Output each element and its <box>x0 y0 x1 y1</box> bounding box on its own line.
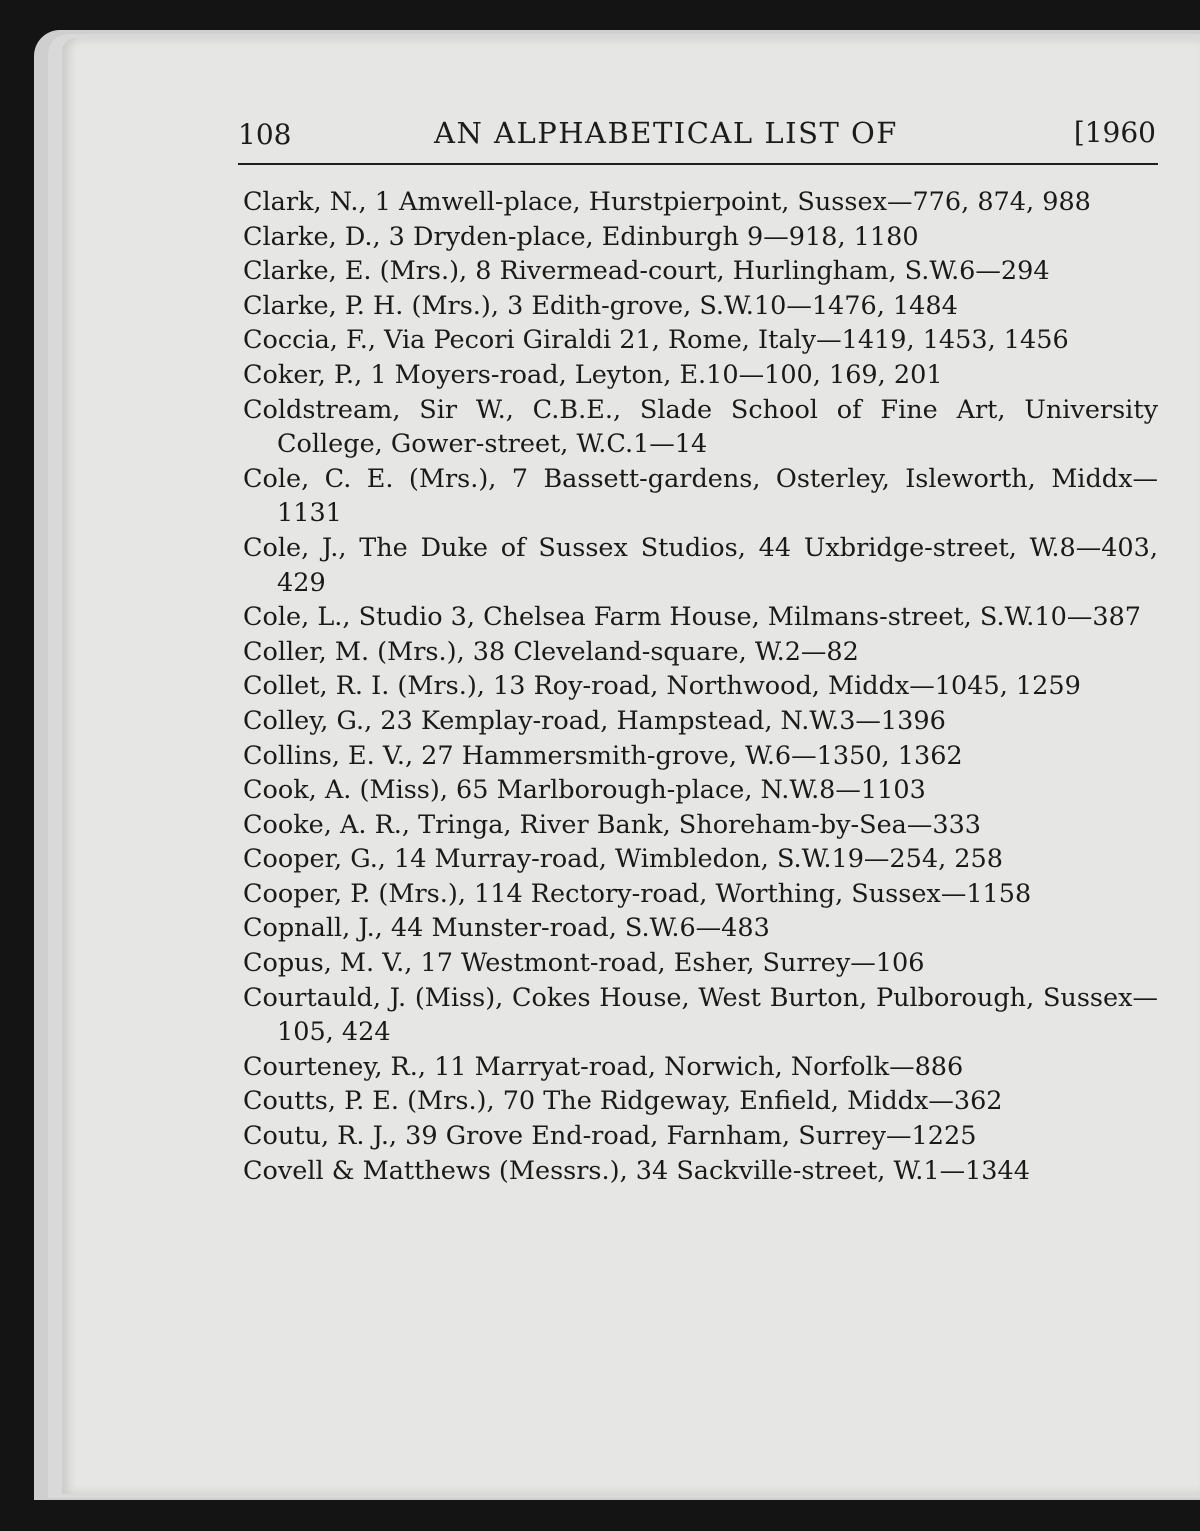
list-entry: Coutu, R. J., 39 Grove End-road, Farnham, Surrey—1225 <box>243 1121 977 1152</box>
page-header <box>238 112 1158 162</box>
list-entry: Clark, N., 1 Amwell-place, Hurstpierpoint, Sussex—776, 874, 988 <box>243 187 1091 217</box>
header-rule <box>238 163 1158 165</box>
list-entry: Colley, G., 23 Kemplay-road, Hampstead, N.W.3—1396 <box>243 705 946 736</box>
list-entry: Copus, M. V., 17 Westmont-road, Esher, Surrey—106 <box>243 948 925 979</box>
list-entry: Collet, R. I. (Mrs.), 13 Roy-road, Northwood, Middx—1045, 1259 <box>243 671 1081 702</box>
list-entry: Covell & Matthews (Messrs.), 34 Sackville-street, W.1—1344 <box>243 1155 1030 1186</box>
list-entry: Courtauld, J. (Miss), Cokes House, West Burton, Pulborough, Sussex—105, 424 <box>243 982 1158 1048</box>
list-entry: Coldstream, Sir W., C.B.E., Slade School of Fine Art, University College, Gower-street, W.C.1—14 <box>243 394 1158 460</box>
list-entry: Cooper, G., 14 Murray-road, Wimbledon, S.W.19—254, 258 <box>243 844 1003 875</box>
list-entry: Coutts, P. E. (Mrs.), 70 The Ridgeway, Enfield, Middx—362 <box>243 1086 1003 1117</box>
list-entry: Cooke, A. R., Tringa, River Bank, Shoreham-by-Sea—333 <box>243 809 982 840</box>
list-entry: Cole, C. E. (Mrs.), 7 Bassett-gardens, Osterley, Isleworth, Middx—1131 <box>243 463 1158 529</box>
list-entry: Cooper, P. (Mrs.), 114 Rectory-road, Worthing, Sussex—1158 <box>243 878 1032 909</box>
list-entry: Coker, P., 1 Moyers-road, Leyton, E.10—100, 169, 201 <box>243 359 943 390</box>
list-entry: Clarke, D., 3 Dryden-place, Edinburgh 9—918, 1180 <box>243 221 919 252</box>
page-number: 108 <box>238 118 292 151</box>
list-entry: Coccia, F., Via Pecori Giraldi 21, Rome, Italy—1419, 1453, 1456 <box>243 325 1069 356</box>
list-entry: Cole, L., Studio 3, Chelsea Farm House, Milmans-street, S.W.10—387 <box>243 602 1142 633</box>
list-entry: Copnall, J., 44 Munster-road, S.W.6—483 <box>243 913 770 944</box>
running-title: AN ALPHABETICAL LIST OF <box>434 116 898 150</box>
entry-list <box>243 185 1158 1188</box>
list-entry: Clarke, E. (Mrs.), 8 Rivermead-court, Hurlingham, S.W.6—294 <box>243 256 1050 287</box>
list-entry: Cole, J., The Duke of Sussex Studios, 44 Uxbridge-street, W.8—403, 429 <box>243 532 1158 598</box>
list-entry: Collins, E. V., 27 Hammersmith-grove, W.6—1350, 1362 <box>243 740 963 771</box>
list-entry: Cook, A. (Miss), 65 Marlborough-place, N.W.8—1103 <box>243 775 926 806</box>
year-label: [1960 <box>1073 116 1156 149</box>
list-entry: Coller, M. (Mrs.), 38 Cleveland-square, W.2—82 <box>243 636 859 667</box>
list-entry: Courteney, R., 11 Marryat-road, Norwich, Norfolk—886 <box>243 1051 964 1082</box>
list-entry: Clarke, P. H. (Mrs.), 3 Edith-grove, S.W.10—1476, 1484 <box>243 290 958 321</box>
